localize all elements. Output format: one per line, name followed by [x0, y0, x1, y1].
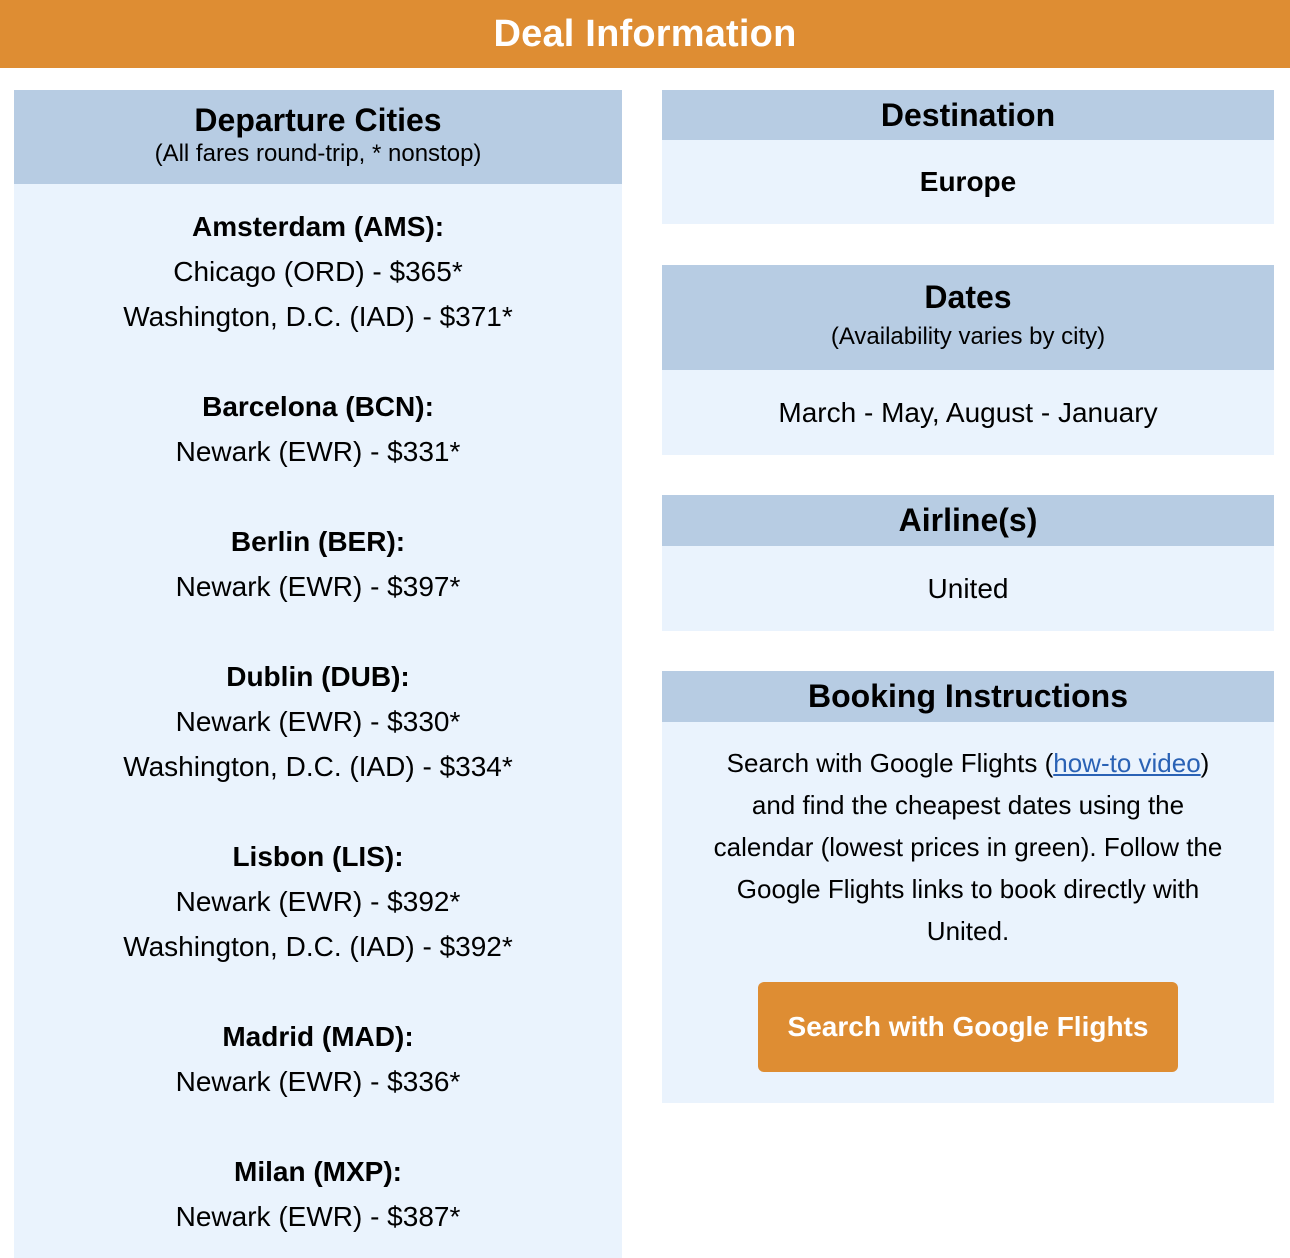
booking-panel [662, 671, 1274, 1103]
deal-information-header [0, 0, 1290, 68]
fare-line: Chicago (ORD) - $365* [173, 256, 463, 287]
booking-title: Booking Instructions [808, 678, 1128, 714]
fare-line: Newark (EWR) - $397* [175, 571, 461, 602]
booking-instructions-text [662, 722, 1274, 952]
fare-line: Washington, D.C. (IAD) - $371* [123, 301, 513, 332]
fare-line: Newark (EWR) - $330* [175, 706, 461, 737]
city-name: Lisbon (LIS): [232, 841, 404, 872]
city-block [14, 1149, 622, 1239]
fare-line: Washington, D.C. (IAD) - $392* [123, 931, 513, 962]
dates-subtitle: (Availability varies by city) [830, 323, 1106, 350]
city-block [14, 204, 622, 339]
city-name: Dublin (DUB): [226, 661, 410, 692]
fare-line: Newark (EWR) - $392* [175, 886, 461, 917]
city-block [14, 1014, 622, 1104]
airlines-title: Airline(s) [898, 502, 1038, 538]
airlines-header [662, 495, 1274, 546]
airlines-panel [662, 495, 1274, 631]
booking-header [662, 671, 1274, 722]
destination-value: Europe [919, 166, 1017, 197]
fare-line: Newark (EWR) - $331* [175, 436, 461, 467]
city-name: Berlin (BER): [230, 526, 406, 557]
city-list [14, 184, 622, 1239]
city-block [14, 654, 622, 789]
booking-text-end: ) and find the cheapest dates using the calendar (lowest prices in green). Follow the Google Flights links to book directly with United. [713, 748, 1223, 946]
booking-text-start: Search with Google Flights ( [726, 748, 1054, 778]
destination-title: Destination [880, 97, 1056, 133]
fare-line: Newark (EWR) - $336* [175, 1066, 461, 1097]
fare-line: Washington, D.C. (IAD) - $334* [123, 751, 513, 782]
city-block [14, 519, 622, 609]
city-block [14, 834, 622, 969]
page-title: Deal Information [493, 12, 797, 55]
city-name: Barcelona (BCN): [202, 391, 434, 422]
destination-header [662, 90, 1274, 140]
airlines-value: United [927, 573, 1009, 604]
fare-line: Newark (EWR) - $387* [175, 1201, 461, 1232]
departure-cities-subtitle: (All fares round-trip, * nonstop) [154, 140, 482, 167]
city-name: Madrid (MAD): [222, 1021, 414, 1052]
city-block [14, 384, 622, 474]
departure-cities-header [14, 90, 622, 184]
departure-cities-title: Departure Cities [194, 102, 442, 138]
city-name: Milan (MXP): [234, 1156, 402, 1187]
departure-cities-panel [14, 90, 622, 1258]
how-to-video-link[interactable]: how-to video [1053, 748, 1201, 778]
dates-title: Dates [924, 279, 1012, 315]
city-name: Amsterdam (AMS): [191, 211, 445, 242]
dates-value: March - May, August - January [778, 397, 1158, 428]
dates-header [662, 265, 1274, 370]
dates-panel [662, 265, 1274, 455]
search-google-flights-button[interactable]: Search with Google Flights [758, 982, 1178, 1072]
destination-panel [662, 90, 1274, 224]
